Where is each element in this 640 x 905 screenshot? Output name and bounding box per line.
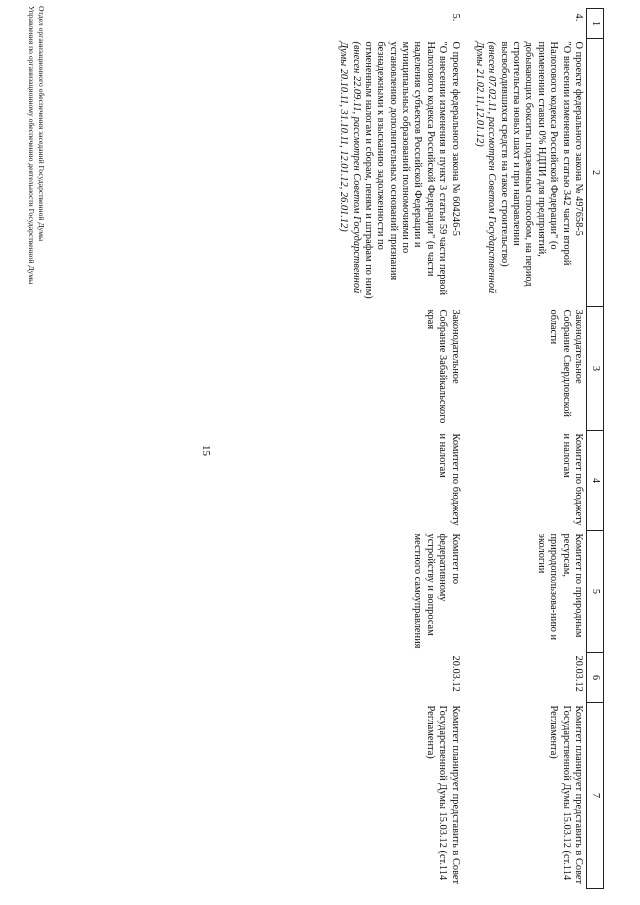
committee-cell: Комитет по бюджету и налогам: [560, 433, 584, 526]
column-header: 2: [587, 39, 604, 307]
date-cell: 20.03.12: [573, 655, 584, 692]
initiator-cell: Законодательное Собрание Свердловской области: [548, 309, 584, 417]
bill-note: (внесен 07.02.11, рассмотрен Советом Государственной Думы 21.02.11,12.01.12): [474, 41, 498, 294]
bill-note: (внесен 22.09.11, рассмотрен Советом Государственной Думы 20.10.11, 31.10.11, 12.01.12, 26.01.12): [338, 41, 362, 294]
column-header: 3: [587, 307, 604, 431]
committee-cell: Комитет по бюджету и налогам: [437, 433, 461, 526]
bill-description-cell: [463, 39, 587, 307]
table-row: [463, 9, 587, 889]
co-committee-cell: Комитет по федеративному устройству и вопросам местного самоуправления: [412, 533, 461, 649]
bill-body: "О внесении изменения в статью 342 части второй Налогового кодекса Российской Федерации" (о применении ставки 0% НДПИ для предприятий, добывающих бокситы подземным способом, на период строительства новых шахт и при направлении высвободившихся средств на такое строительство): [498, 41, 572, 287]
bill-title: О проекте федерального закона № 497658-5: [573, 41, 584, 236]
row-number: 4.: [573, 13, 584, 22]
agenda-table: [327, 8, 604, 889]
table-row: [327, 9, 463, 889]
column-header: 6: [587, 653, 604, 703]
header-row: [587, 9, 604, 889]
page-footer: [26, 6, 47, 284]
bill-description-cell: [327, 39, 463, 307]
date-cell: 20.03.12: [449, 655, 461, 692]
co-committee-cell: Комитет по природным ресурсам, природопользова-нию и экологии: [535, 533, 584, 641]
footer-line: Управления по организационному обеспечению деятельности Государственной Думы: [26, 6, 36, 285]
column-header: 1: [587, 9, 604, 39]
footer-line: Отдел организационного обеспечения заседаний Государственной Думы: [37, 6, 46, 242]
row-number: 5.: [449, 13, 461, 22]
column-header: 5: [587, 531, 604, 653]
bill-body: "О внесении изменения в пункт 3 статьи 59 части первой Налогового кодекса Российской Федерации" (в части наделения субъектов Российской Федерации и муниципальных образований полномочиями по установлению дополнительных оснований признания безнадежными к взысканию задолженности по отмененным налогам и сборам, пеням и штрафам по ним): [363, 41, 449, 299]
page-number: 15: [200, 445, 212, 456]
column-header: 7: [587, 703, 604, 889]
column-header: 4: [587, 431, 604, 531]
bill-title: О проекте федерального закона № 604246-5: [449, 41, 461, 236]
initiator-cell: Законодательное Собрание Забайкальского края: [424, 309, 461, 424]
plan-cell: Комитет планирует представить в Совет Государственной Думы 15.03.12 (ст.114 Регламента): [424, 705, 461, 885]
plan-cell: Комитет планирует представить в Совет Государственной Думы 15.03.12 (ст.114 Регламента): [548, 705, 584, 885]
